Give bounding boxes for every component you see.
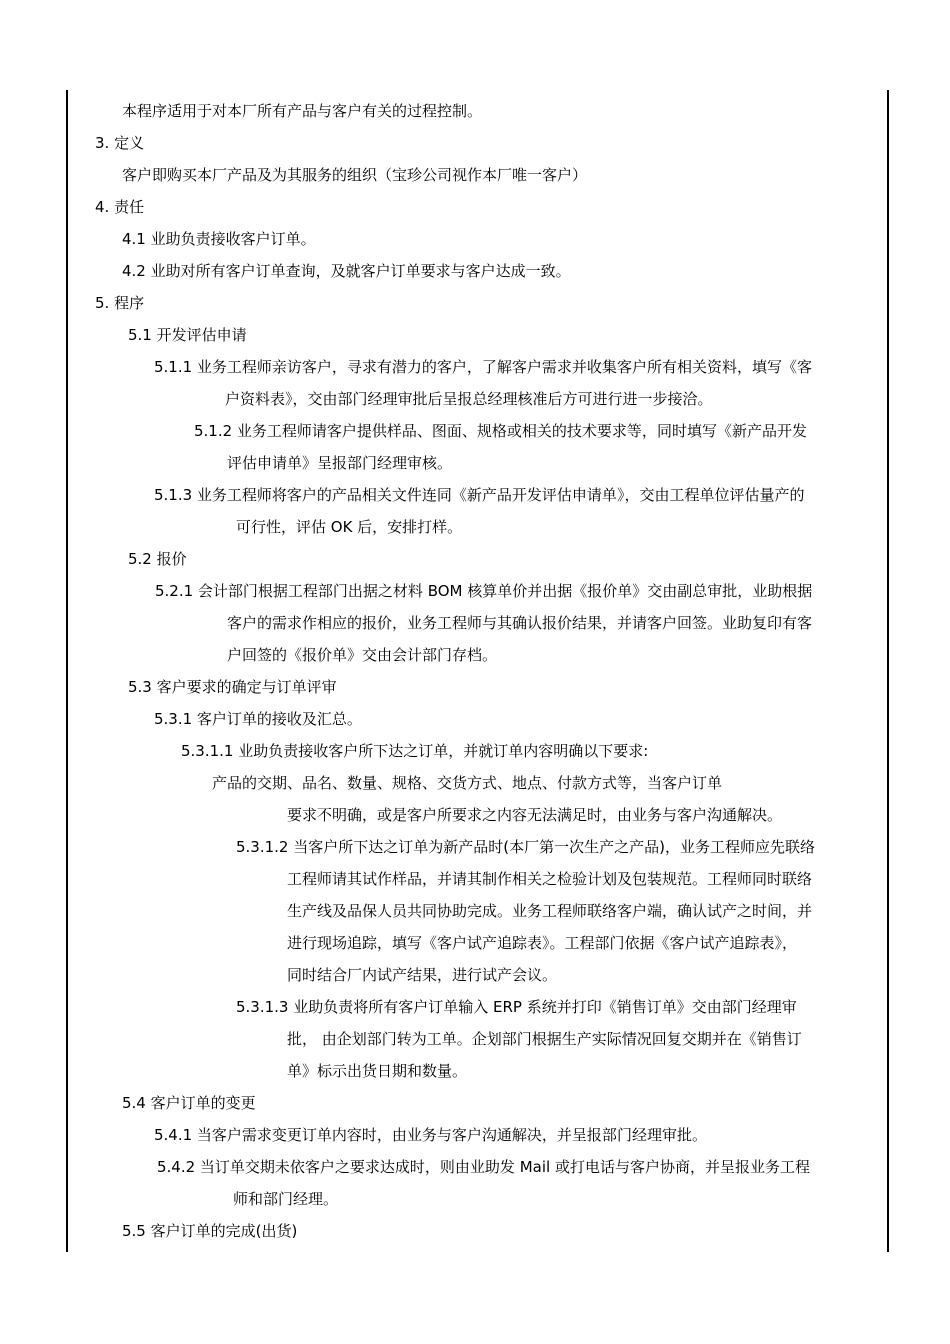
section-heading-definition: 3. 定义: [95, 134, 145, 152]
clause-5-3-1-2-cont-3: 进行现场追踪，填写《客户试产追踪表》。工程部门依据《客户试产追踪表》，: [287, 934, 798, 952]
clause-4-2: 4.2 业助对所有客户订单查询，及就客户订单要求与客户达成一致。: [122, 262, 571, 280]
clause-5-3-1-2-cont-4: 同时结合厂内试产结果，进行试产会议。: [287, 966, 558, 984]
clause-5-3-1-2-cont-2: 生产线及品保人员共同协助完成。业务工程师联络客户端，确认试产之时间，并: [287, 902, 813, 920]
clause-5-1-3-cont: 可行性，评估 OK 后，安排打样。: [236, 518, 463, 536]
clause-5-2-1-cont-2: 户回签的《报价单》交由会计部门存档。: [227, 646, 498, 664]
clause-5-4-2-cont: 师和部门经理。: [233, 1190, 339, 1208]
clause-5-5: 5.5 客户订单的完成(出货): [122, 1222, 298, 1240]
right-border-line: [887, 90, 889, 1252]
clause-5-3-1-3: 5.3.1.3 业助负责将所有客户订单输入 ERP 系统并打印《销售订单》交由部门经理审: [236, 998, 797, 1016]
clause-4-1: 4.1 业助负责接收客户订单。: [122, 230, 316, 248]
clause-5-1-2-cont: 评估申请单》呈报部门经理审核。: [227, 454, 453, 472]
clause-5-2: 5.2 报价: [128, 550, 187, 568]
scope-text: 本程序适用于对本厂所有产品与客户有关的过程控制。: [122, 102, 483, 120]
clause-5-3-1-2-cont-1: 工程师请其试作样品，并请其制作相关之检验计划及包装规范。工程师同时联络: [287, 870, 813, 888]
definition-text: 客户即购买本厂产品及为其服务的组织（宝珍公司视作本厂唯一客户）: [122, 166, 588, 184]
section-heading-responsibility: 4. 责任: [95, 198, 145, 216]
clause-5-1-3: 5.1.3 业务工程师将客户的产品相关文件连同《新产品开发评估申请单》，交由工程单位评估量产的: [154, 486, 805, 504]
clause-5-1: 5.1 开发评估申请: [128, 326, 247, 344]
clause-5-4: 5.4 客户订单的变更: [122, 1094, 256, 1112]
clause-5-3-1-2: 5.3.1.2 当客户所下达之订单为新产品时(本厂第一次生产之产品)，业务工程师应先联络: [236, 838, 815, 856]
clause-5-2-1-cont-1: 客户的需求作相应的报价，业务工程师与其确认报价结果，并请客户回签。业助复印有客: [227, 614, 813, 632]
clause-5-3-1-1-detail: 产品的交期、品名、数量、规格、交货方式、地点、付款方式等，当客户订单: [212, 774, 723, 792]
clause-5-3-1-1-detail-cont: 要求不明确，或是客户所要求之内容无法满足时，由业务与客户沟通解决。: [287, 806, 783, 824]
clause-5-1-1: 5.1.1 业务工程师亲访客户，寻求有潜力的客户，了解客户需求并收集客户所有相关资料，填写《客: [154, 358, 812, 376]
clause-5-1-2: 5.1.2 业务工程师请客户提供样品、图面、规格或相关的技术要求等，同时填写《新产品开发: [194, 422, 807, 440]
section-heading-procedure: 5. 程序: [95, 294, 145, 312]
left-border-line: [66, 90, 68, 1252]
clause-5-3-1-3-cont-1: 批， 由企划部门转为工单。企划部门根据生产实际情况回复交期并在《销售订: [287, 1030, 802, 1048]
clause-5-2-1: 5.2.1 会计部门根据工程部门出据之材料 BOM 核算单价并出据《报价单》交由副总审批，业助根据: [155, 582, 813, 600]
clause-5-3-1-3-cont-2: 单》标示出货日期和数量。: [287, 1062, 468, 1080]
clause-5-3-1: 5.3.1 客户订单的接收及汇总。: [154, 710, 362, 728]
clause-5-1-1-cont: 户资料表》，交由部门经理审批后呈报总经理核准后方可进行进一步接洽。: [225, 390, 713, 408]
clause-5-4-1: 5.4.1 当客户需求变更订单内容时，由业务与客户沟通解决，并呈报部门经理审批。: [154, 1126, 707, 1144]
clause-5-3-1-1: 5.3.1.1 业助负责接收客户所下达之订单，并就订单内容明确以下要求:: [181, 742, 649, 760]
clause-5-3: 5.3 客户要求的确定与订单评审: [128, 678, 337, 696]
clause-5-4-2: 5.4.2 当订单交期未依客户之要求达成时，则由业助发 Mail 或打电话与客户协商，并呈报业务工程: [157, 1158, 810, 1176]
